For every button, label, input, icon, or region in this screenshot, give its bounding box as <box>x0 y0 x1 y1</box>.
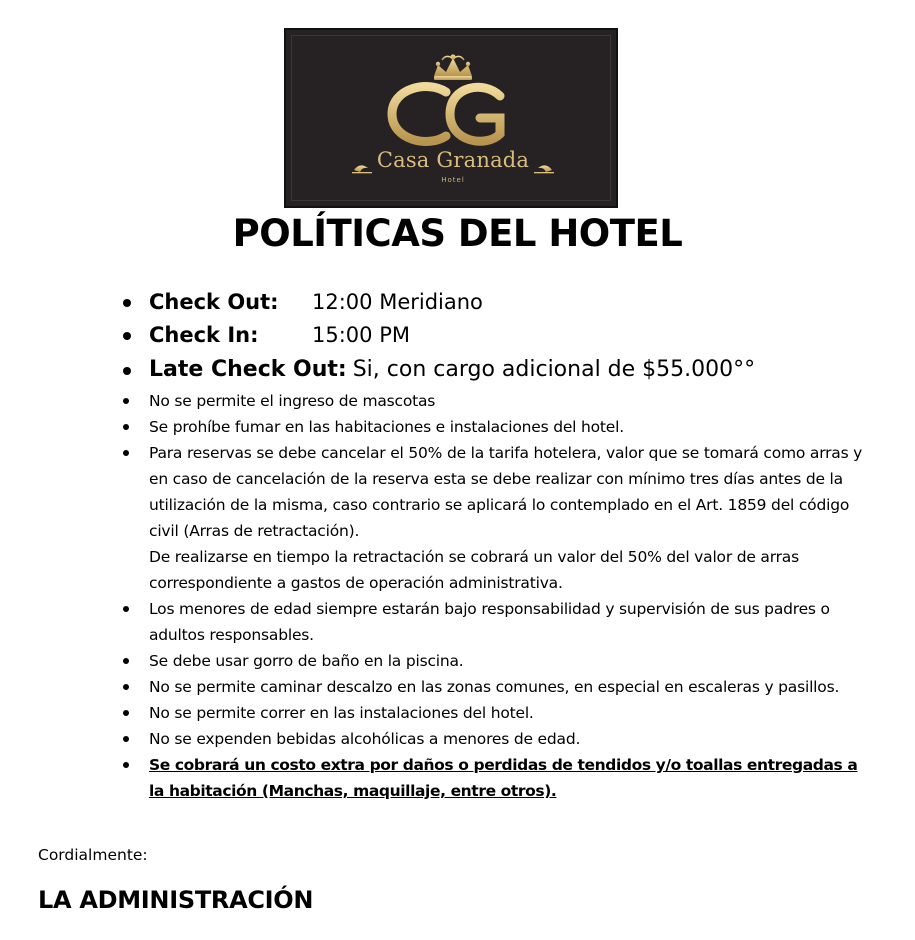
page-title: POLÍTICAS DEL HOTEL <box>232 212 683 255</box>
check-out-label: Check Out: <box>149 290 279 314</box>
policy-damages <box>120 752 870 804</box>
hotel-logo <box>284 28 618 208</box>
policy-damages-text: Se cobrará un costo extra por daños o perdidas de tendidos y/o toallas entregadas a la habitación (Manchas, maquillaje, entre otros). <box>149 756 858 800</box>
policy-pets: No se permite el ingreso de mascotas <box>120 388 870 414</box>
policy-barefoot: No se permite caminar descalzo en las zonas comunes, en especial en escaleras y pasillos. <box>120 674 870 700</box>
cg-monogram-icon <box>392 87 500 142</box>
hotel-subtitle: Hotel <box>441 176 465 184</box>
policy-alcohol: No se expenden bebidas alcohólicas a menores de edad. <box>120 726 870 752</box>
check-in-value: 15:00 PM <box>312 323 410 347</box>
late-check-out-label: Late Check Out: <box>149 357 347 382</box>
hotel-name: Casa Granada <box>376 148 530 172</box>
policy-swim-cap: Se debe usar gorro de baño en la piscina. <box>120 648 870 674</box>
policy-deposit-retraction: De realizarse en tiempo la retractación se cobrará un valor del 50% del valor de arras correspondiente a gastos de operación administrativa. <box>149 548 799 592</box>
late-check-out-item <box>120 352 870 388</box>
check-out-value: 12:00 Meridiano <box>312 290 483 314</box>
policy-running: No se permite correr en las instalaciones del hotel. <box>120 700 870 726</box>
check-in-item <box>120 319 870 352</box>
policy-list <box>120 286 870 804</box>
late-check-out-value: Si, con cargo adicional de $55.000°° <box>352 357 756 382</box>
check-in-label: Check In: <box>149 323 259 347</box>
check-out-item <box>120 286 870 319</box>
closing-signature: LA ADMINISTRACIÓN <box>38 886 314 914</box>
crown-icon <box>434 54 472 80</box>
policy-smoking: Se prohíbe fumar en las habitaciones e instalaciones del hotel. <box>120 414 870 440</box>
policy-minors: Los menores de edad siempre estarán bajo responsabilidad y supervisión de sus padres o adultos responsables. <box>120 596 870 648</box>
closing-regards: Cordialmente: <box>38 846 148 864</box>
policy-deposit <box>120 440 870 596</box>
policy-deposit-text: Para reservas se debe cancelar el 50% de la tarifa hotelera, valor que se tomará como arras y en caso de cancelación de la reserva esta se debe realizar con mínimo tres días antes de la utilización de la misma, caso contrario se aplicará lo contemplado en el Art. 1859 del código civil (Arras de retractación). <box>149 444 863 540</box>
